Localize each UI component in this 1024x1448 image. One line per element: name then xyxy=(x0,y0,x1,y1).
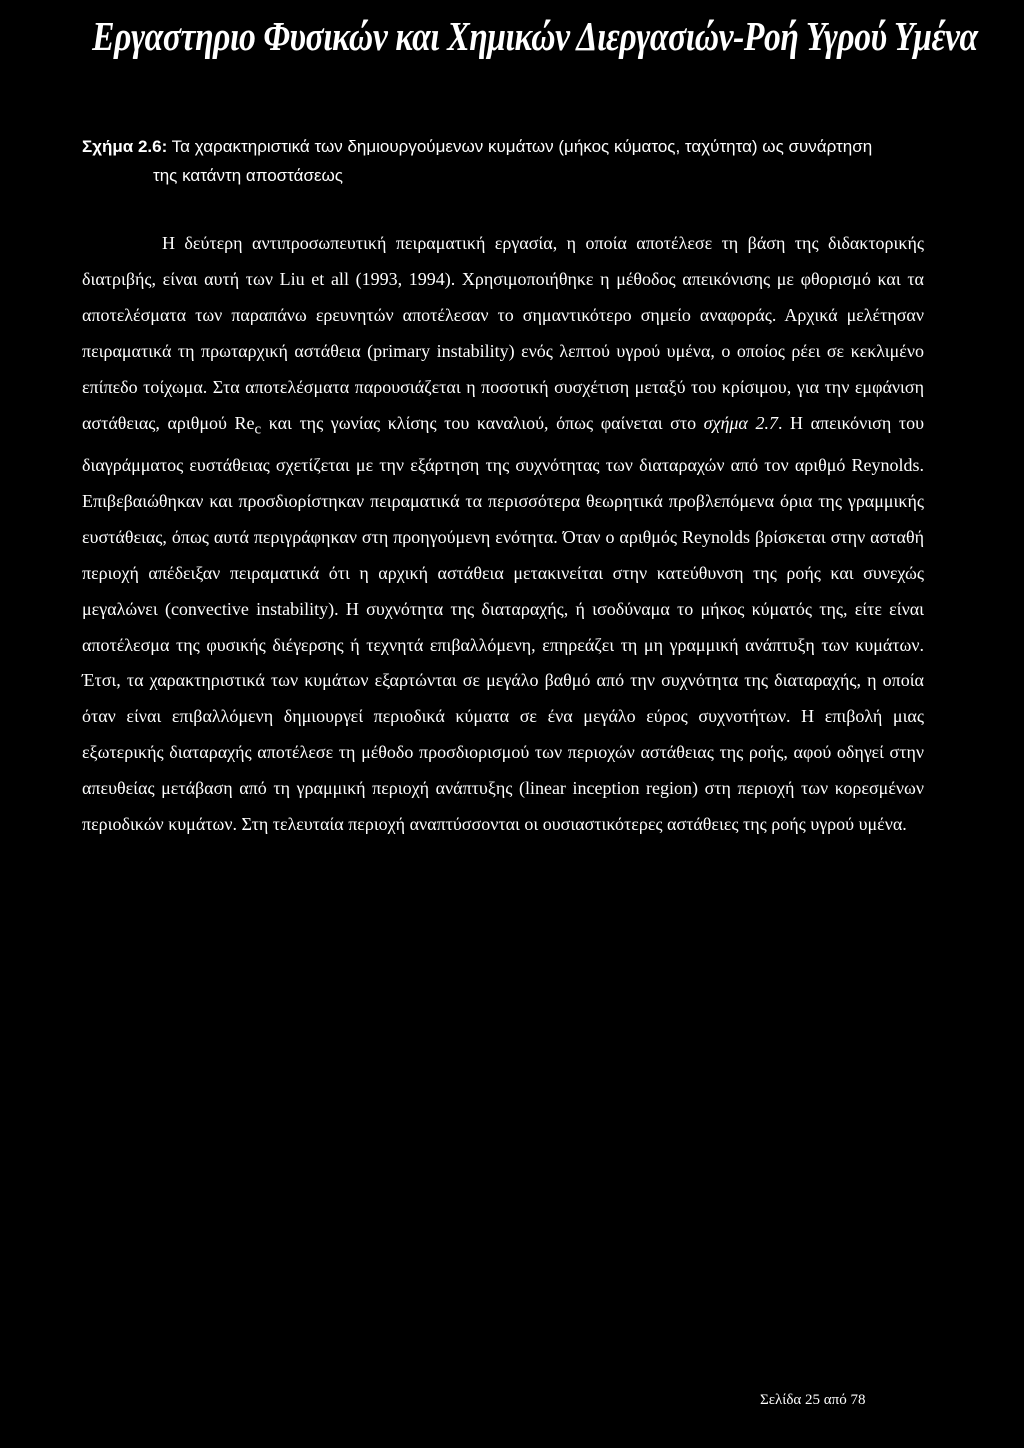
body-text-part1: Η δεύτερη αντιπροσωπευτική πειραματική εργασία, η οποία αποτέλεσε τη βάση της διδακτορικής διατριβής, είναι αυτή των Liu et all (1993, 1994). Χρησιμοποιήθηκε η μέθοδος απεικόνισης με φθορισμό και τα αποτελέσματα των παραπάνω ερευνητών αποτέλεσαν το σημαντικότερο σημείο αναφοράς. Αρχικά μελέτησαν πειραματικά τη πρωταρχική αστάθεια (primary instability) ενός λεπτού υγρού υμένα, ο οποίος ρέει σε κεκλιμένο επίπεδο τοίχωμα. Στα αποτελέσματα παρουσιάζεται η ποσοτική συσχέτιση μεταξύ του κρίσιμου, για την εμφάνιση αστάθειας, αριθμού Re xyxy=(82,233,924,433)
page-header-title: Εργαστηριο Φυσικών και Χημικών Διεργασιών-Ροή Υγρού Υμένα xyxy=(92,13,978,59)
page-number: Σελίδα 25 από 78 xyxy=(760,1392,866,1408)
caption-first-line xyxy=(82,132,942,161)
caption-text-line1: Τα χαρακτηριστικά των δημιουργούμενων κυμάτων (μήκος κύματος, ταχύτητα) ως συνάρτηση xyxy=(167,137,873,156)
body-paragraph xyxy=(82,226,924,843)
reynolds-subscript: c xyxy=(254,421,262,438)
body-text-part2: και της γωνίας κλίσης του καναλιού, όπως φαίνεται στο xyxy=(261,412,704,433)
body-text-part3: . Η απεικόνιση του διαγράμματος ευστάθειας σχετίζεται με την εξάρτηση της συχνότητας των διαταραχών από τον αριθμό Reynolds. Επιβεβαιώθηκαν και προσδιορίστηκαν πειραματικά τα περισσότερα θεωρητικά προβλεπόμενα όρια της γραμμικής ευστάθειας, όπως αυτά περιγράφηκαν στη προηγούμενη ενότητα. Όταν ο αριθμός Reynolds βρίσκεται στην ασταθή περιοχή απέδειξαν πειραματικά ότι η αρχική αστάθεια μετακινείται στην κατεύθυνση της ροής και συνεχώς μεγαλώνει (convective instability). Η συχνότητα της διαταραχής, ή ισοδύναμα το μήκος κύματός της, είτε είναι αποτέλεσμα της φυσικής διέγερσης ή τεχνητά επιβαλλόμενη, επηρεάζει τη μη γραμμική ανάπτυξη των κυμάτων. Έτσι, τα χαρακτηριστικά των κυμάτων εξαρτώνται σε μεγάλο βαθμό από την συχνότητα της διαταραχής, η οποία όταν είναι επιβαλλόμενη δημιουργεί περιοδικά κύματα σε ένα μεγάλο εύρος συχνοτήτων. Η επιβολή μιας εξωτερικής διαταραχής αποτέλεσε τη μέθοδο προσδιορισμού των περιοχών αστάθειας της ροής, αφού οδηγεί στην απευθείας μετάβαση από τη γραμμική περιοχή ανάπτυξης (linear inception region) στη περιοχή των κορεσμένων περιοδικών κυμάτων. Στη τελευταία περιοχή αναπτύσσονται οι ουσιαστικότερες αστάθειες της ροής υγρού υμένα. xyxy=(82,412,924,835)
caption-label: Σχήμα 2.6: xyxy=(82,137,168,156)
figure-reference: σχήμα 2.7 xyxy=(703,412,778,433)
figure-caption xyxy=(82,132,942,190)
caption-text-line2: της κατάντη αποστάσεως xyxy=(153,166,344,185)
